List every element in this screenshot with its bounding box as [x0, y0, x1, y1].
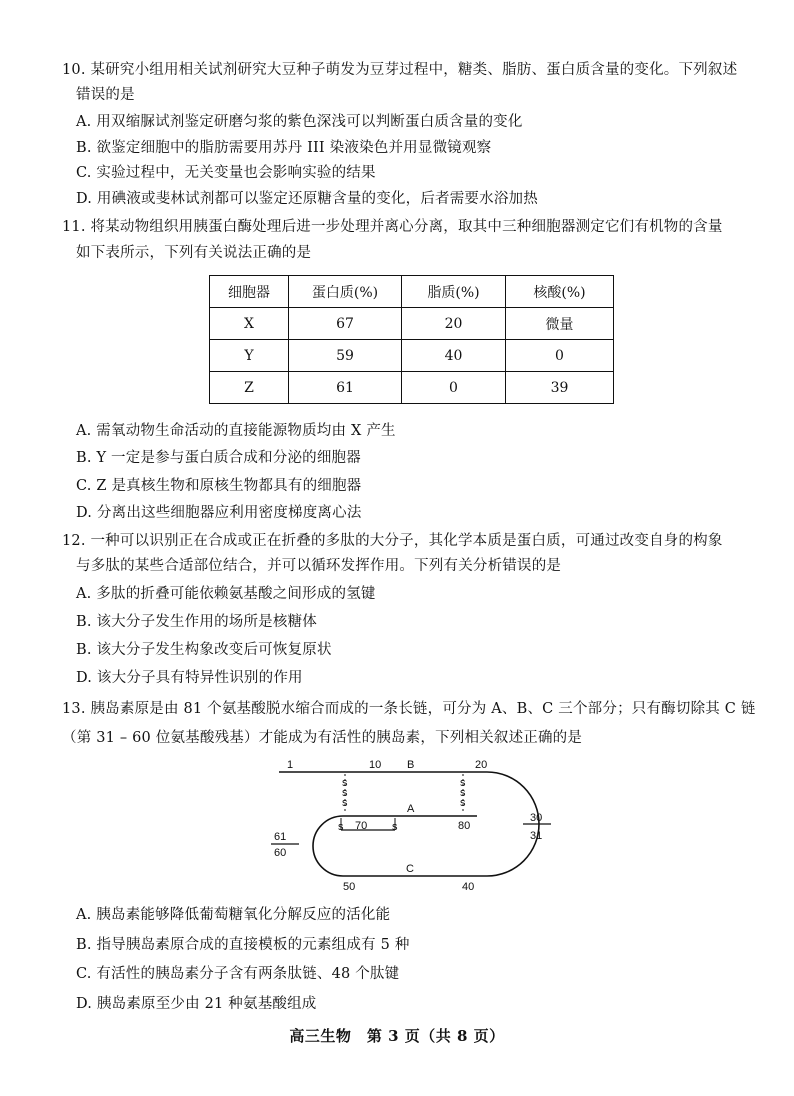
residue-label-60: 60	[274, 847, 287, 859]
q13-option-d: D. 胰岛素原至少由 21 种氨基酸组成	[76, 996, 317, 1012]
table-cell: 59	[289, 340, 402, 372]
q10-option-c: C. 实验过程中，无关变量也会影响实验的结果	[76, 165, 376, 181]
q13-option-c: C. 有活性的胰岛素分子含有两条肽链、48 个肽键	[76, 966, 400, 982]
organelle-table	[209, 275, 614, 404]
q10-stem: 10. 某研究小组用相关试剂研究大豆种子萌发为豆芽过程中，糖类、脂肪、蛋白质含量的变化。下列叙述	[62, 62, 738, 78]
q10-option-a: A. 用双缩脲试剂鉴定研磨匀浆的紫色深浅可以判断蛋白质含量的变化	[76, 114, 523, 130]
q13-stem: 13. 胰岛素原是由 81 个氨基酸脱水缩合而成的一条长链，可分为 A、B、C 三个部分；只有酶切除其 C 链	[62, 701, 756, 717]
table-cell: 0	[402, 372, 506, 404]
q13-option-b: B. 指导胰岛素原合成的直接模板的元素组成有 5 种	[76, 937, 410, 953]
q12-option-b: B. 该大分子发生作用的场所是核糖体	[76, 614, 317, 630]
table-cell: 40	[402, 340, 506, 372]
residue-label-20: 20	[475, 759, 488, 771]
table-cell: 微量	[506, 308, 614, 340]
table-header: 蛋白质(%)	[289, 276, 402, 308]
residue-label-31: 31	[530, 830, 543, 842]
residue-label-10: 10	[369, 759, 382, 771]
residue-label-30: 30	[530, 812, 543, 824]
residue-label-61: 61	[274, 831, 287, 843]
sulfur-label: s	[460, 797, 466, 809]
chain-label-c: C	[406, 863, 414, 875]
q13-stem-cont: （第 31 – 60 位氨基酸残基）才能成为有活性的胰岛素，下列相关叙述正确的是	[62, 730, 583, 746]
table-cell: Z	[210, 372, 289, 404]
q10-option-b: B. 欲鉴定细胞中的脂肪需要用苏丹 III 染液染色并用显微镜观察	[76, 140, 492, 156]
table-header: 脂质(%)	[402, 276, 506, 308]
proinsulin-diagram	[265, 752, 555, 892]
residue-label-50: 50	[343, 881, 356, 892]
table-cell: 39	[506, 372, 614, 404]
table-cell: X	[210, 308, 289, 340]
q12-stem-cont: 与多肽的某些合适部位结合，并可以循环发挥作用。下列有关分析错误的是	[76, 558, 562, 574]
table-header: 核酸(%)	[506, 276, 614, 308]
q10-option-d: D. 用碘液或斐林试剂都可以鉴定还原糖含量的变化，后者需要水浴加热	[76, 191, 538, 207]
sulfur-label: s	[460, 787, 466, 799]
q12-stem: 12. 一种可以识别正在合成或正在折叠的多肽的大分子，其化学本质是蛋白质，可通过改变自身的构象	[62, 533, 723, 549]
table-cell: 67	[289, 308, 402, 340]
residue-label-70: 70	[355, 820, 368, 832]
table-header: 细胞器	[210, 276, 289, 308]
table-cell: Y	[210, 340, 289, 372]
sulfur-label: s	[342, 787, 348, 799]
residue-label-1: 1	[287, 759, 294, 771]
sulfur-label: s	[342, 797, 348, 809]
table-cell: 61	[289, 372, 402, 404]
residue-label-80: 80	[458, 820, 471, 832]
table-cell: 20	[402, 308, 506, 340]
table-row	[210, 308, 614, 340]
page-footer: 高三生物 第 3 页（共 8 页）	[289, 1027, 505, 1045]
q12-option-d: D. 该大分子具有特异性识别的作用	[76, 670, 303, 686]
table-header-row	[210, 276, 614, 308]
sulfur-label: s	[460, 777, 466, 789]
q11-option-b: B. Y 一定是参与蛋白质合成和分泌的细胞器	[76, 450, 361, 466]
q13-option-a: A. 胰岛素能够降低葡萄糖氧化分解反应的活化能	[76, 907, 391, 923]
q11-option-d: D. 分离出这些细胞器应利用密度梯度离心法	[76, 505, 362, 521]
sulfur-label: s	[338, 821, 344, 833]
table-cell: 0	[506, 340, 614, 372]
q10-stem-cont: 错误的是	[76, 87, 135, 103]
q11-stem: 11. 将某动物组织用胰蛋白酶处理后进一步处理并离心分离，取其中三种细胞器测定它们有机物的含量	[62, 219, 723, 235]
q11-stem-cont: 如下表所示，下列有关说法正确的是	[76, 245, 312, 261]
sulfur-label: s	[392, 821, 398, 833]
q11-option-c: C. Z 是真核生物和原核生物都具有的细胞器	[76, 478, 362, 494]
residue-label-40: 40	[462, 881, 475, 892]
q12-option-a: A. 多肽的折叠可能依赖氨基酸之间形成的氢键	[76, 586, 376, 602]
sulfur-label: s	[342, 777, 348, 789]
q11-option-a: A. 需氧动物生命活动的直接能源物质均由 X 产生	[76, 423, 396, 439]
table-row	[210, 340, 614, 372]
table-row	[210, 372, 614, 404]
q12-option-c: B. 该大分子发生构象改变后可恢复原状	[76, 642, 332, 658]
chain-label-a: A	[407, 803, 415, 815]
chain-label-b: B	[407, 759, 415, 771]
